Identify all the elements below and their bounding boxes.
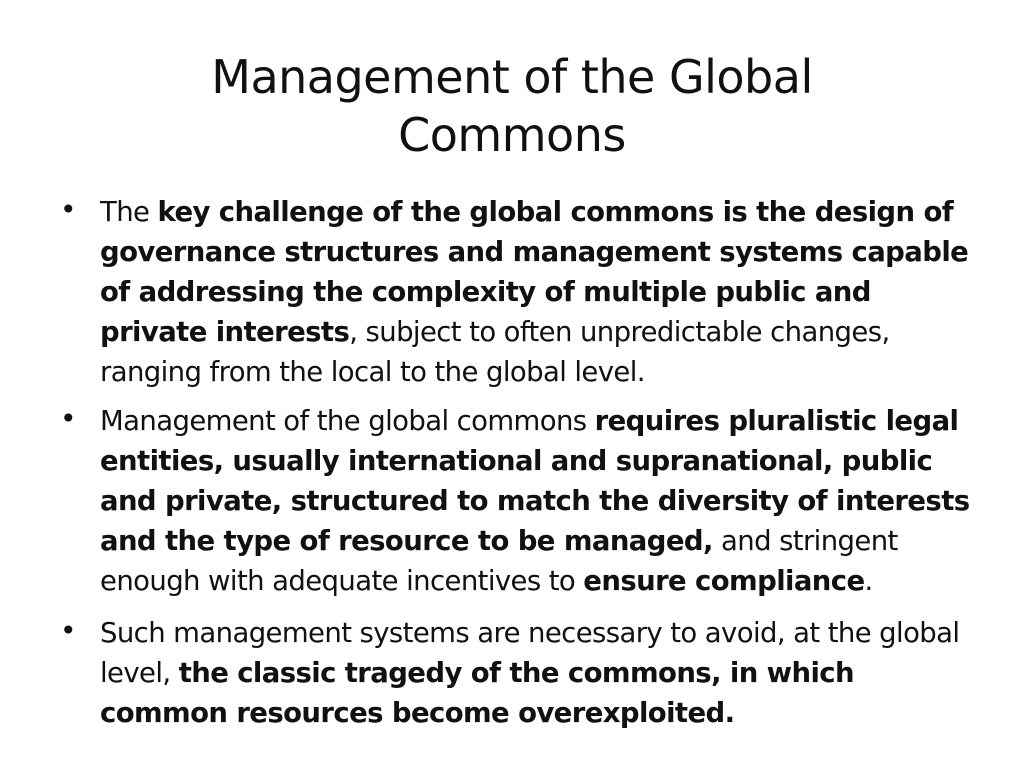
bullet-1-text-b: , subject to often unpredictable changes, ranging from the local to the global level. — [100, 316, 890, 388]
bullet-icon: • — [60, 402, 76, 435]
bullet-icon: • — [60, 614, 76, 647]
bullet-item-2 — [60, 401, 980, 601]
bullet-2-text-b: and stringent enough with adequate incentives to — [100, 525, 898, 597]
slide-title-line-2: Commons — [398, 108, 626, 162]
bullet-2-text-a: Management of the global commons — [100, 405, 595, 437]
bullet-item-1 — [60, 192, 980, 392]
slide-title — [150, 48, 874, 164]
bullet-3-bold-a: the classic tragedy of the commons, in which common resources become overexploited. — [100, 657, 854, 729]
bullet-1-text-a: The — [100, 196, 158, 228]
bullet-1-bold-a: key challenge of the global commons is the design of governance structures and management systems capable of addressing the complexity of multiple public and private interests — [100, 196, 969, 348]
bullet-2-bold-a: requires pluralistic legal entities, usually international and supranational, public and private, structured to match the diversity of interests and the type of resource to be managed, — [100, 405, 970, 557]
bullet-3-text-a: Such management systems are necessary to avoid, at the global level, — [100, 617, 960, 689]
bullet-list — [60, 192, 980, 742]
bullet-item-3 — [60, 613, 980, 733]
bullet-2-text-c: . — [864, 565, 873, 597]
slide-title-line-1: Management of the Global — [211, 50, 813, 104]
bullet-2-bold-b: ensure compliance — [583, 565, 865, 597]
bullet-icon: • — [60, 193, 76, 226]
